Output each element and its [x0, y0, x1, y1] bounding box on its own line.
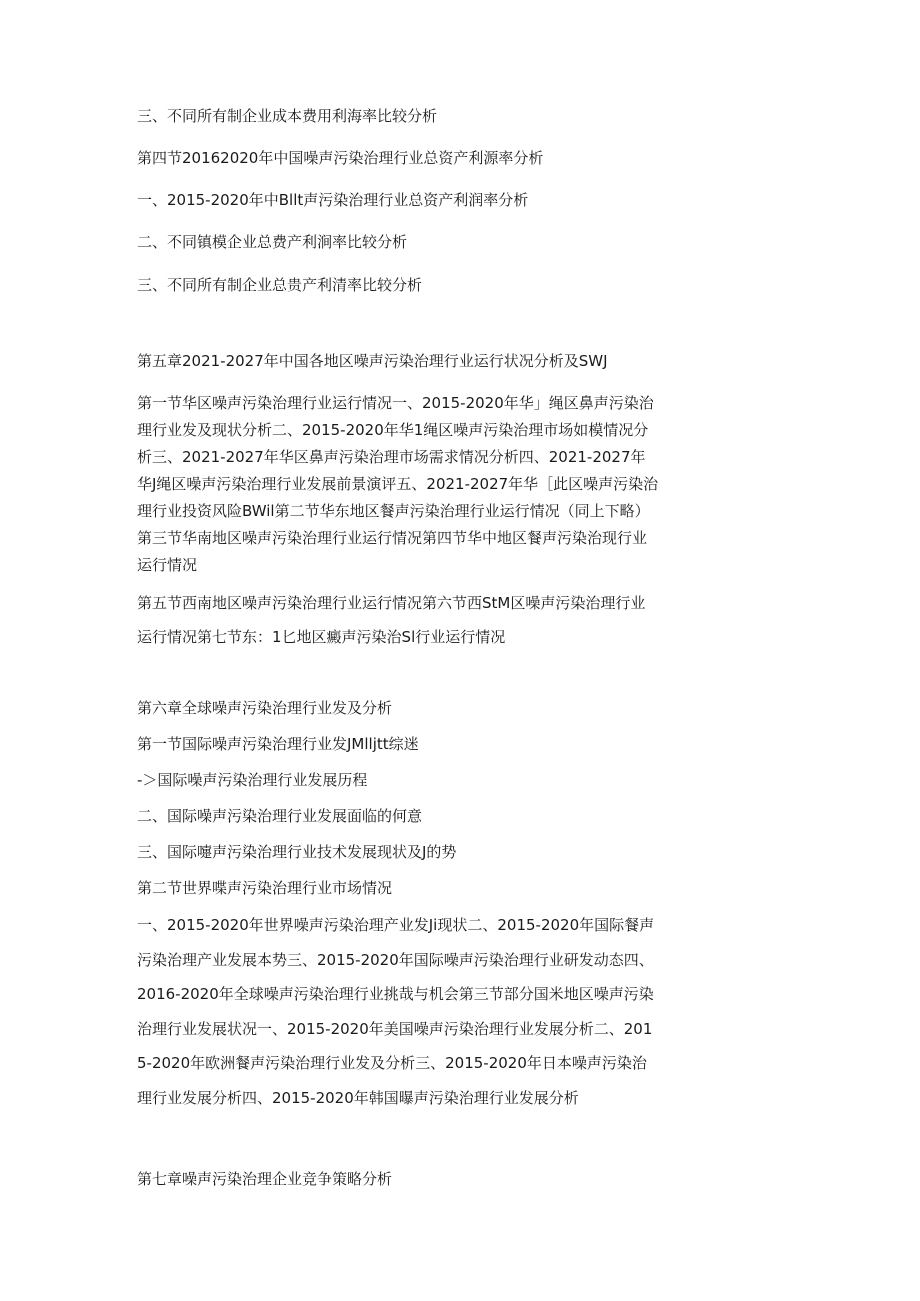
- toc-section-heading: 第一节国际噪声污染治理行业发JMlljtt综迷: [137, 735, 419, 753]
- toc-entry: -＞国际噪声污染治理行业发展历程: [137, 771, 368, 789]
- toc-paragraph: 第一节华区噪声污染治理行业运行情况一、2015-2020年华」绳区鼻声污染治理行业发及现状分析二、2015-2020年华1绳区噪声污染治理市场如模情况分析三、2021-2027年华区鼻声污染治理市场需求情况分析四、2021-2027年华J绳区噪声污染治理行业发展前景演评五、2021-2027年华［此区噪声污染治理行业投资风险BWil第二节华东地区餐声污染治理行业运行情况（同上下略）第三节华南地区噪声污染治理行业运行情况第四节华中地区餐声污染治现行业运行情况: [137, 394, 659, 574]
- toc-section-heading: 第四节20162020年中国噪声污染治理行业总资产利源率分析: [137, 149, 544, 167]
- toc-paragraph: 第五节西南地区噪声污染治理行业运行情况第六节西StM区噪声污染治理行业运行情况第七节东：1匕地区癜声污染治Sl行业运行情况: [137, 594, 646, 646]
- toc-entry: 二、国际噪声污染治理行业发展面临的何意: [137, 807, 423, 825]
- toc-entry: 三、不同所有制企业成本费用利海率比较分析: [137, 107, 438, 125]
- toc-chapter-heading: 第五章2021-2027年中国各地区噪声污染治理行业运行状况分析及SWJ: [137, 352, 608, 370]
- toc-section-heading: 第二节世界喋声污染治理行业市场情况: [137, 879, 393, 897]
- toc-entry: 三、国际嚏声污染治理行业技术发展现状及J的势: [137, 843, 457, 861]
- toc-entry: 一、2015-2020年中Bllt声污染治理行业总资产利润率分析: [137, 191, 529, 209]
- toc-entry: 二、不同镇模企业总费产利涧率比较分析: [137, 233, 408, 251]
- toc-chapter-heading: 第七章噪声污染治理企业竞争策略分析: [137, 1170, 393, 1188]
- toc-entry: 三、不同所有制企业总贵产利清率比较分析: [137, 276, 423, 294]
- toc-chapter-heading: 第六章全球噪声污染治理行业发及分析: [137, 699, 393, 717]
- toc-paragraph: 一、2015-2020年世界噪声污染治理产业发Ji现状二、2015-2020年国际餐声污染治理产业发展本势三、2015-2020年国际噪声污染治理行业研发动态四、2016-2020年全球噪声污染治理行业挑哉与机会第三节部分国米地区噪声污染治理行业发展状况一、2015-2020年美国噪声污染治理行业发展分析二、2015-2020年欧洲餐声污染治理行业发及分析三、2015-2020年日本噪声污染治理行业发展分析四、2015-2020年韩国曝声污染治理行业发展分析: [137, 916, 655, 1107]
